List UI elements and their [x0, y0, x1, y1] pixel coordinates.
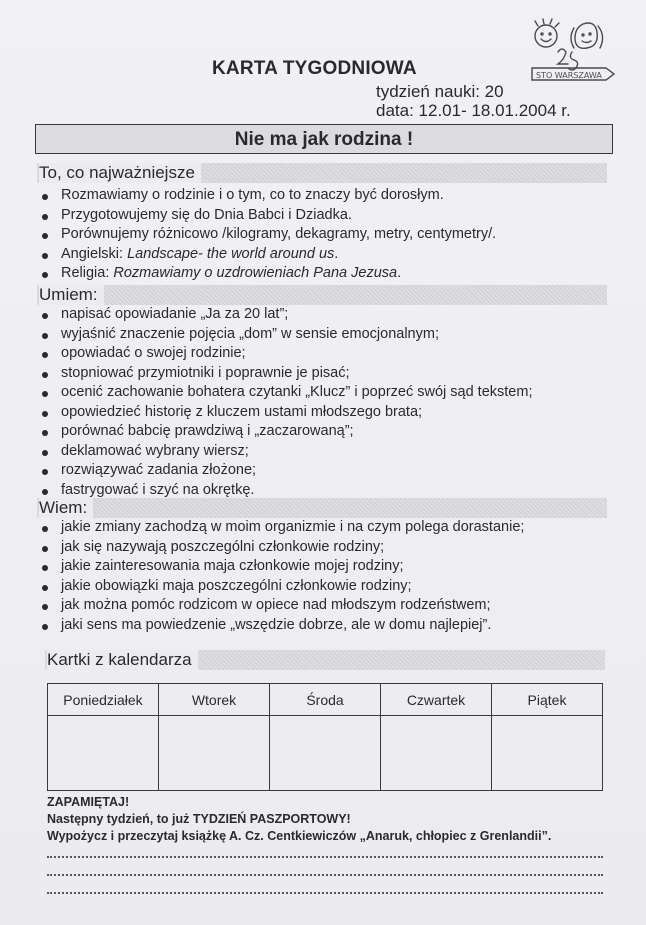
section-calendar-heading — [45, 650, 605, 670]
day-cell[interactable] — [492, 716, 603, 791]
page-title: KARTA TYGODNIOWA — [212, 58, 417, 79]
list-item: jakie obowiązki maja poszczególni członkowie rodziny; — [40, 577, 524, 597]
subject-topic: Rozmawiamy o uzdrowieniach Pana Jezusa — [113, 265, 398, 281]
day-cell[interactable] — [48, 716, 159, 791]
subject-topic: Landscape- the world around us — [127, 245, 335, 262]
list-item: Angielski: Landscape- the world around us. — [40, 245, 496, 265]
topic-banner — [35, 124, 613, 154]
list-item: Rozmawiamy o rodzinie i o tym, co to znaczy być dorosłym. — [40, 186, 496, 206]
logo-text: STO WARSZAWA — [536, 71, 602, 80]
table-row — [48, 716, 603, 791]
section-know-heading — [37, 498, 607, 518]
day-cell[interactable] — [270, 716, 381, 791]
list-item: opowiedzieć historię z kluczem ustami młodszego brata; — [40, 403, 532, 423]
writing-line[interactable] — [47, 854, 603, 858]
writing-line[interactable] — [47, 872, 603, 876]
list-item: deklamować wybrany wiersz; — [40, 442, 532, 462]
list-item: jaki sens ma powiedzenie „wszędzie dobrze, ale w domu najlepiej”. — [40, 616, 524, 636]
list-item: ocenić zachowanie bohatera czytanki „Klucz” i poprzeć swój sąd tekstem; — [40, 383, 532, 403]
day-header: Środa — [270, 684, 381, 716]
calendar-table — [47, 683, 603, 791]
list-item: opowiadać o swojej rodzinie; — [40, 344, 532, 364]
know-list — [40, 518, 524, 635]
topic-title: Nie ma jak rodzina ! — [234, 129, 414, 150]
table-header-row — [48, 684, 603, 716]
list-item: jak się nazywają poszczególni członkowie rodziny; — [40, 538, 524, 558]
writing-line[interactable] — [47, 890, 603, 894]
day-header: Piątek — [492, 684, 603, 716]
day-cell[interactable] — [159, 716, 270, 791]
day-cell[interactable] — [381, 716, 492, 791]
list-item: jakie zainteresowania maja członkowie mojej rodziny; — [40, 557, 524, 577]
list-item: porównać babcię prawdziwą i „zaczarowaną”; — [40, 422, 532, 442]
date-range: data: 12.01- 18.01.2004 r. — [376, 101, 571, 120]
list-item: wyjaśnić znaczenie pojęcia „dom” w sensie emocjonalnym; — [40, 325, 532, 345]
section-label: To, co najważniejsze — [39, 163, 201, 183]
list-item: Religia: Rozmawiamy o uzdrowieniach Pana Jezusa. — [40, 264, 496, 284]
remember-line: Następny tydzień, to już TYDZIEŃ PASZPORTOWY! — [47, 812, 351, 826]
section-can-heading — [37, 285, 607, 305]
list-item: Porównujemy różnicowo /kilogramy, dekagramy, metry, centymetry/. — [40, 225, 496, 245]
section-label: Kartki z kalendarza — [47, 650, 198, 670]
remember-note — [47, 794, 551, 845]
day-header: Czwartek — [381, 684, 492, 716]
important-list — [40, 186, 496, 284]
list-item: fastrygować i szyć na okrętkę. — [40, 481, 532, 501]
day-header: Wtorek — [159, 684, 270, 716]
list-item: Przygotowujemy się do Dnia Babci i Dziadka. — [40, 206, 496, 226]
subject-label: Angielski: — [61, 245, 128, 262]
list-item: stopniować przymiotniki i poprawnie je pisać; — [40, 364, 532, 384]
section-label: Wiem: — [39, 498, 93, 518]
can-list — [40, 305, 532, 500]
school-logo — [528, 18, 618, 96]
remember-line: Wypożycz i przeczytaj książkę A. Cz. Centkiewiczów „Anaruk, chłopiec z Grenlandii”. — [47, 829, 552, 843]
list-item: napisać opowiadanie „Ja za 20 lat”; — [40, 305, 532, 325]
week-number: tydzień nauki: 20 — [376, 82, 504, 101]
subject-label: Religia: — [61, 265, 114, 281]
remember-heading: ZAPAMIĘTAJ! — [47, 795, 130, 809]
list-item: jakie zmiany zachodzą w moim organizmie i na czym polega dorastanie; — [40, 518, 524, 538]
list-item: jak można pomóc rodzicom w opiece nad młodszym rodzeństwem; — [40, 596, 524, 616]
section-label: Umiem: — [39, 285, 104, 305]
list-item: rozwiązywać zadania złożone; — [40, 461, 532, 481]
section-important-heading — [37, 163, 607, 183]
day-header: Poniedziałek — [48, 684, 159, 716]
